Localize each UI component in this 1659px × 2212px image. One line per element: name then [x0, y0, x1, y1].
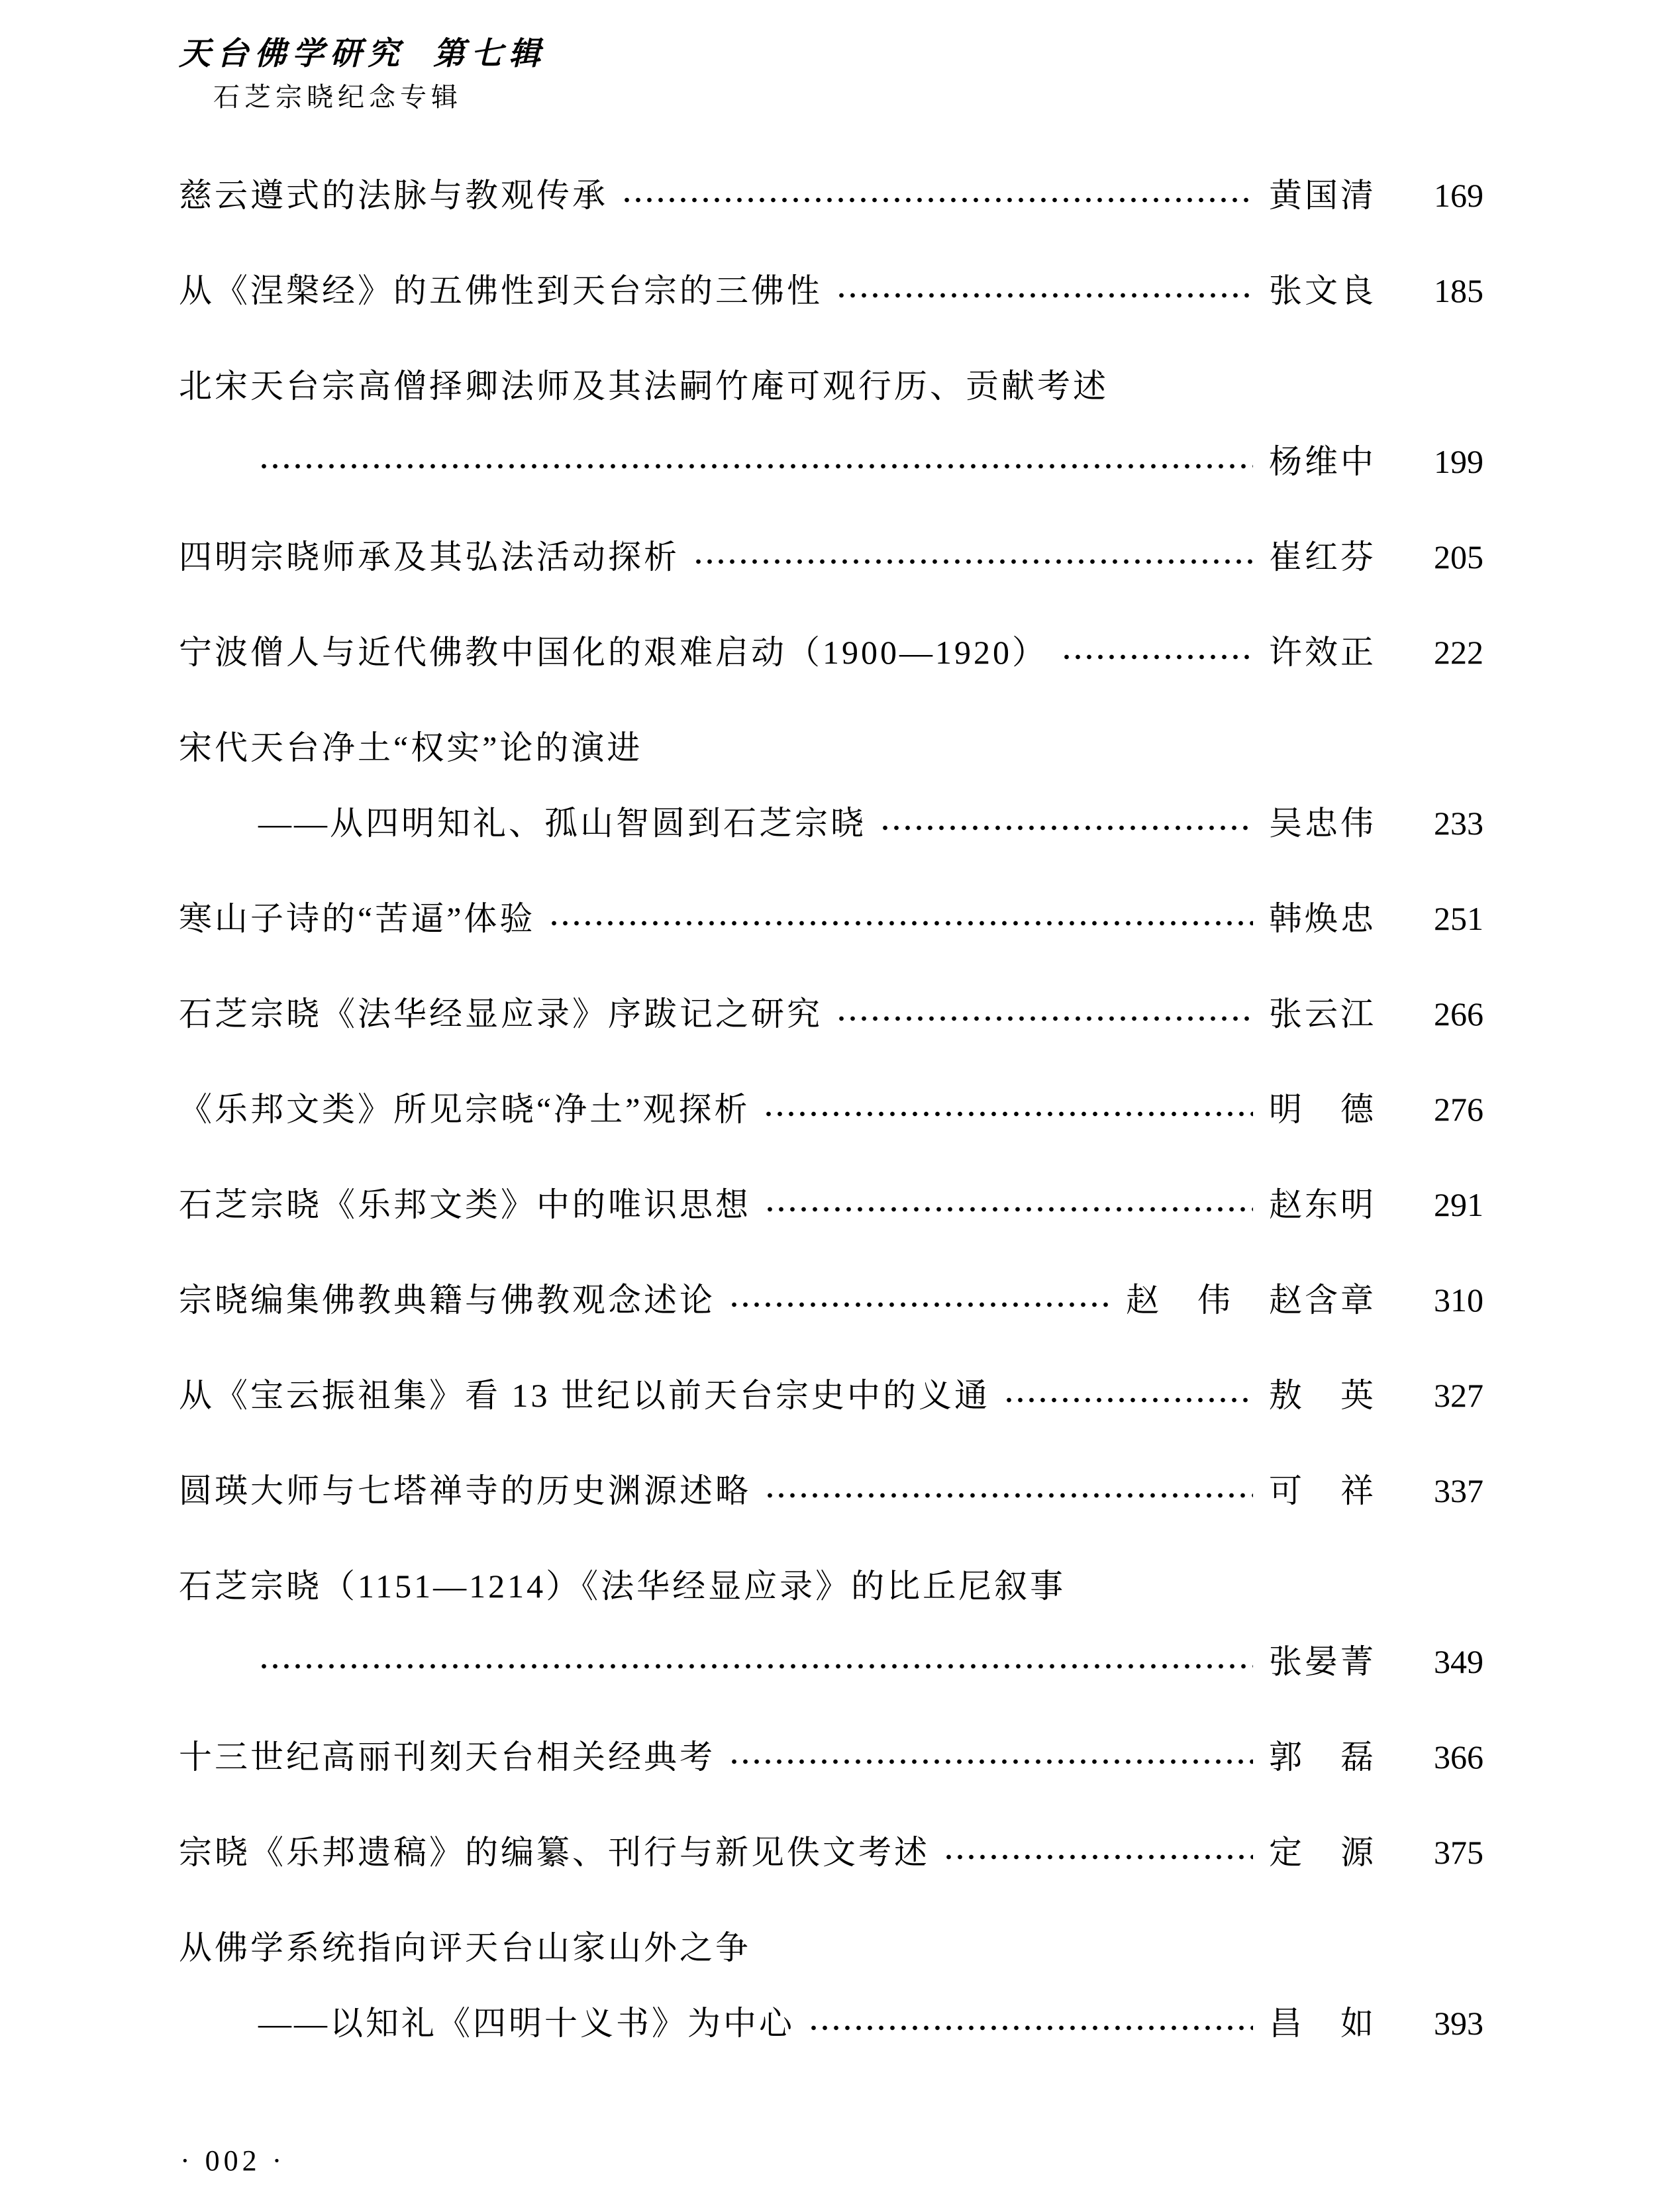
toc-entry-title: 石芝宗晓《乐邦文类》中的唯识思想 [179, 1186, 751, 1223]
toc-entry-author: 定 源 [1269, 1834, 1376, 1871]
toc-entry-title: ——从四明知礼、孤山智圆到石芝宗晓 [258, 805, 866, 842]
toc-entry-page-number: 276 [1434, 1091, 1483, 1128]
toc-entry-page-number: 375 [1434, 1834, 1483, 1871]
toc-entry [179, 1930, 1483, 2041]
dot-leader [836, 291, 1253, 299]
toc-entry [179, 1473, 1483, 1509]
toc-entry-author: 杨维中 [1269, 443, 1376, 480]
toc-list [179, 177, 1483, 2041]
toc-entry [179, 730, 1483, 841]
toc-entry-line [179, 1378, 1483, 1413]
toc-entry-title: 寒山子诗的“苦逼”体验 [179, 900, 536, 937]
dot-leader [764, 1491, 1253, 1499]
toc-entry [179, 996, 1483, 1032]
toc-entry-title: 宋代天台净土“权实”论的演进 [179, 729, 643, 766]
dot-leader [836, 1015, 1253, 1023]
toc-entry-title: 宗晓《乐邦遗稿》的编纂、刊行与新见佚文考述 [179, 1834, 930, 1871]
toc-entry [179, 901, 1483, 936]
toc-entry [179, 1568, 1483, 1680]
toc-entry-author: 张文良 [1269, 272, 1376, 309]
toc-entry-line [179, 1473, 1483, 1509]
toc-entry-author: 昌 如 [1269, 2005, 1376, 2042]
toc-entry-line [179, 1930, 1483, 1966]
toc-entry-line [179, 1187, 1483, 1223]
toc-entry-page-number: 310 [1434, 1282, 1483, 1319]
book-series-title: 天台佛学研究 第七辑 [179, 36, 547, 72]
toc-entry-line [179, 1739, 1483, 1775]
toc-entry [179, 1739, 1483, 1775]
toc-entry-author: 崔红芬 [1269, 538, 1376, 576]
toc-entry-line [179, 996, 1483, 1032]
toc-entry-page-number: 337 [1434, 1472, 1483, 1509]
toc-entry-line [179, 444, 1483, 479]
dot-leader [943, 1853, 1253, 1861]
dot-leader [729, 1301, 1110, 1309]
toc-entry-title: 石芝宗晓《法华经显应录》序跋记之研究 [179, 995, 823, 1032]
toc-entry-author: 明 德 [1269, 1091, 1376, 1128]
dot-leader [880, 824, 1253, 832]
toc-entry [179, 1282, 1483, 1318]
toc-entry-line [179, 273, 1483, 309]
toc-entry-title: 石芝宗晓（1151—1214）《法华经显应录》的比丘尼叙事 [179, 1568, 1066, 1605]
dot-leader [763, 1110, 1253, 1118]
toc-entry-author: 黄国清 [1269, 177, 1376, 214]
toc-entry-page-number: 169 [1434, 177, 1483, 214]
toc-entry-line [179, 805, 1483, 841]
toc-entry-author: 赵东明 [1269, 1186, 1376, 1223]
toc-entry-line [179, 1835, 1483, 1870]
toc-entry [179, 539, 1483, 575]
dot-leader [729, 1758, 1253, 1766]
toc-entry-page-number: 205 [1434, 538, 1483, 576]
toc-entry-title: 《乐邦文类》所见宗晓“净土”观探析 [179, 1091, 750, 1128]
toc-entry-line [179, 634, 1483, 670]
toc-entry-page-number: 199 [1434, 443, 1483, 480]
toc-entry-title: 四明宗晓师承及其弘法活动探析 [179, 538, 679, 576]
dot-leader [693, 558, 1253, 566]
toc-entry [179, 634, 1483, 670]
toc-entry-line [179, 2005, 1483, 2041]
toc-entry-author: 赵 伟 赵含章 [1126, 1282, 1376, 1319]
toc-entry-author: 张晏菁 [1269, 1643, 1376, 1680]
dot-leader [1061, 653, 1253, 661]
dot-leader [764, 1205, 1253, 1213]
toc-entry [179, 177, 1483, 213]
toc-entry-title: 北宋天台宗高僧择卿法师及其法嗣竹庵可观行历、贡献考述 [179, 368, 1109, 405]
folio-page-number: · 002 · [180, 2144, 286, 2177]
toc-entry-page-number: 222 [1434, 634, 1483, 671]
toc-entry-title: 从《宝云振祖集》看 13 世纪以前天台宗史中的义通 [179, 1377, 990, 1414]
dot-leader [808, 2024, 1253, 2032]
toc-entry-line [179, 730, 1483, 766]
toc-entry [179, 1378, 1483, 1413]
volume-subtitle: 石芝宗晓纪念专辑 [213, 82, 462, 112]
toc-entry-title: 从《涅槃经》的五佛性到天台宗的三佛性 [179, 272, 823, 309]
toc-entry-line [179, 539, 1483, 575]
toc-entry [179, 1091, 1483, 1127]
toc-entry-author: 可 祥 [1269, 1472, 1376, 1509]
toc-entry-page-number: 233 [1434, 805, 1483, 842]
toc-entry-title: 从佛学系统指向评天台山家山外之争 [179, 1929, 751, 1966]
toc-entry-author: 郭 磊 [1269, 1738, 1376, 1776]
dot-leader [258, 1662, 1253, 1670]
toc-entry-title: 圆瑛大师与七塔禅寺的历史渊源述略 [179, 1472, 751, 1509]
toc-entry-page-number: 185 [1434, 272, 1483, 309]
toc-entry-page-number: 393 [1434, 2005, 1483, 2042]
toc-entry-title: ——以知礼《四明十义书》为中心 [258, 2005, 795, 2042]
dot-leader [1003, 1396, 1253, 1404]
toc-entry [179, 368, 1483, 479]
toc-entry-title: 宁波僧人与近代佛教中国化的艰难启动（1900—1920） [179, 634, 1048, 671]
toc-entry-page-number: 251 [1434, 900, 1483, 937]
toc-entry-author: 张云江 [1269, 995, 1376, 1032]
toc-entry-title: 宗晓编集佛教典籍与佛教观念述论 [179, 1282, 715, 1319]
toc-entry-author: 吴忠伟 [1269, 805, 1376, 842]
toc-entry-page-number: 327 [1434, 1377, 1483, 1414]
toc-entry-line [179, 1091, 1483, 1127]
toc-entry-author: 许效正 [1269, 634, 1376, 671]
toc-entry-title: 十三世纪高丽刊刻天台相关经典考 [179, 1738, 715, 1776]
toc-entry-line [179, 1568, 1483, 1604]
dot-leader [621, 196, 1253, 204]
toc-entry-page-number: 266 [1434, 995, 1483, 1032]
toc-entry-author: 敖 英 [1269, 1377, 1376, 1414]
toc-entry-page-number: 349 [1434, 1643, 1483, 1680]
toc-entry-line [179, 1644, 1483, 1680]
toc-entry-line [179, 177, 1483, 213]
toc-entry [179, 1835, 1483, 1870]
toc-entry-line [179, 1282, 1483, 1318]
toc-entry-title: 慈云遵式的法脉与教观传承 [179, 177, 608, 214]
toc-entry-page-number: 291 [1434, 1186, 1483, 1223]
dot-leader [258, 462, 1253, 470]
toc-entry-line [179, 368, 1483, 404]
toc-entry-line [179, 901, 1483, 936]
toc-entry [179, 1187, 1483, 1223]
toc-entry [179, 273, 1483, 309]
toc-entry-author: 韩焕忠 [1269, 900, 1376, 937]
toc-entry-page-number: 366 [1434, 1738, 1483, 1776]
dot-leader [548, 919, 1253, 927]
